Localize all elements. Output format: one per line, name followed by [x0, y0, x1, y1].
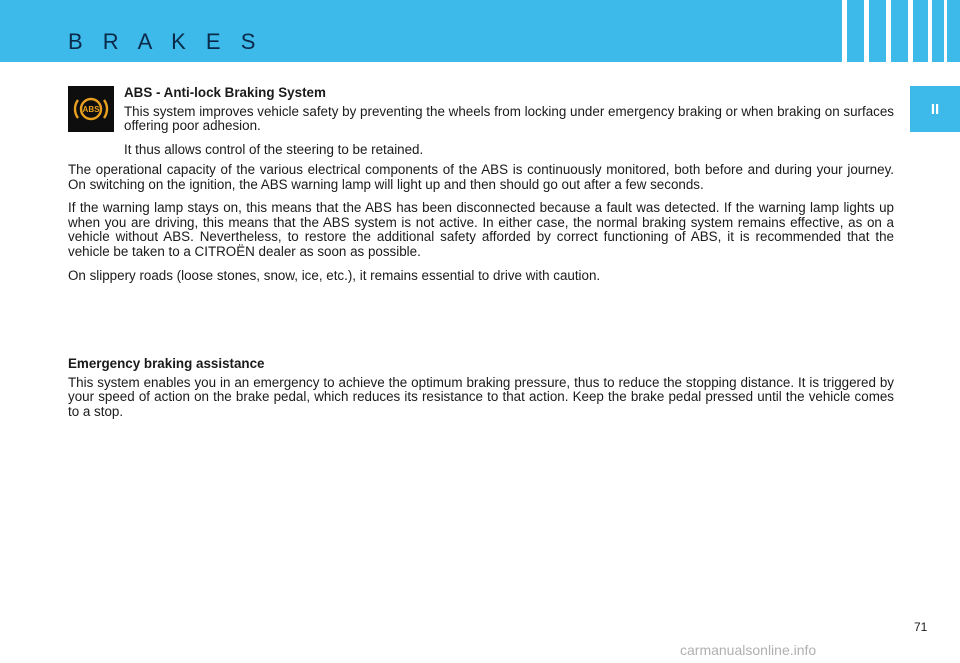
abs-icon-label: ABS [82, 105, 100, 114]
abs-warning-lamp-icon [68, 86, 114, 132]
abs-paragraph-1: This system improves vehicle safety by preventing the wheels from locking under emergency braking or when braking on surfaces offering poor adhesion. [124, 103, 894, 134]
emergency-heading: Emergency braking assistance [68, 356, 265, 371]
watermark: carmanualsonline.info [680, 642, 817, 658]
abs-paragraph-2: It thus allows control of the steering to be retained. [124, 141, 424, 157]
page-header [0, 0, 960, 62]
section-tab: II [910, 86, 960, 132]
abs-heading: ABS - Anti-lock Braking System [124, 85, 326, 100]
page-title: B R A K E S [68, 29, 263, 54]
body-paragraph-3: On slippery roads (loose stones, snow, ice, etc.), it remains essential to drive with caution. [68, 267, 601, 283]
page-number: 71 [914, 620, 928, 634]
body-paragraph-2: If the warning lamp stays on, this means that the ABS has been disconnected because a fault was detected. If the warning lamp lights up when you are driving, this means that the ABS system is not active. In either case, the normal braking system remains effective, as on a vehicle without ABS. Nevertheless, to restore the additional safety afforded by correct functioning of ABS, it is recommended that the vehicle be taken to a CITROËN dealer as soon as possible. [68, 200, 894, 259]
abs-body [68, 163, 894, 283]
abs-section [124, 86, 894, 157]
emergency-paragraph: This system enables you in an emergency to achieve the optimum braking pressure, thus to reduce the stopping distance. It is triggered by your speed of action on the brake pedal, which reduces its resistance to that action. Keep the brake pedal pressed until the vehicle comes to a stop. [68, 374, 894, 419]
emergency-section [68, 357, 894, 419]
body-paragraph-1: The operational capacity of the various electrical components of the ABS is continuously monitored, both before and during your journey. On switching on the ignition, the ABS warning lamp will light up and then should go out after a few seconds. [68, 162, 894, 192]
